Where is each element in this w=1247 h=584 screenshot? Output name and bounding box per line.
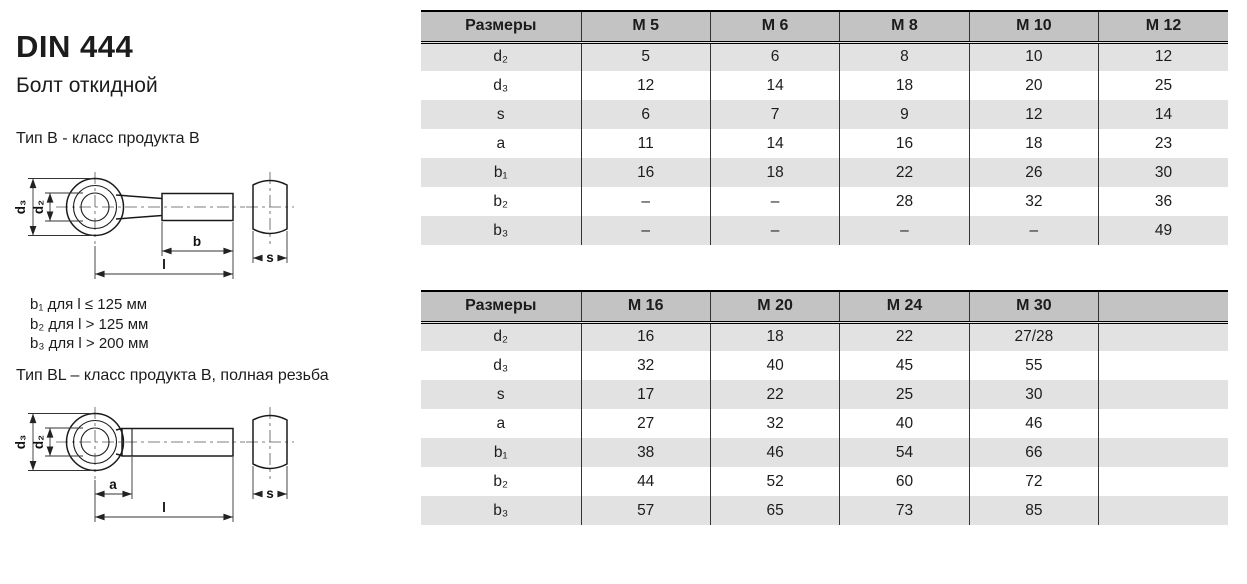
value-cell: [1099, 409, 1228, 438]
row-label: d₂: [493, 48, 509, 66]
value-cell: 18: [840, 71, 969, 100]
s-dimension-label: s: [266, 250, 274, 265]
value-cell: 20: [969, 71, 1098, 100]
value-cell: 55: [969, 351, 1098, 380]
row-label: d₂: [493, 328, 509, 346]
value-cell: 30: [969, 380, 1098, 409]
value-cell: 46: [969, 409, 1098, 438]
header-cell-thread-size: M 5: [581, 11, 710, 42]
header-cell-thread-size: M 16: [581, 291, 710, 322]
value-cell: 8: [840, 42, 969, 71]
value-cell: 18: [710, 158, 839, 187]
note-b3: b₃ для l > 200 мм: [30, 335, 149, 352]
header-cell-thread-size: M 6: [710, 11, 839, 42]
table-row: [421, 380, 1228, 409]
value-cell: 30: [1099, 158, 1228, 187]
d2-dimension-label: d₂: [31, 199, 46, 215]
header-cell-thread-size: M 30: [969, 291, 1098, 322]
value-cell: –: [581, 216, 710, 245]
value-cell: 12: [969, 100, 1098, 129]
row-label: b₁: [493, 443, 508, 461]
row-label: d₃: [493, 356, 509, 374]
value-cell: 25: [1099, 71, 1228, 100]
value-cell: 52: [710, 467, 839, 496]
dimensions-table-m16-m30: [421, 290, 1228, 525]
row-label: b₂: [493, 192, 509, 210]
header-cell-thread-size: M 8: [840, 11, 969, 42]
header-cell-sizes: Размеры: [421, 11, 581, 42]
value-cell: 65: [710, 496, 839, 525]
value-cell: [1099, 438, 1228, 467]
table-row: [421, 129, 1228, 158]
value-cell: 18: [969, 129, 1098, 158]
value-cell: 16: [581, 158, 710, 187]
table-row: [421, 409, 1228, 438]
d3-dimension-label: d₃: [13, 199, 28, 215]
value-cell: 16: [581, 322, 710, 351]
value-cell: 6: [581, 100, 710, 129]
row-label: d₃: [493, 76, 509, 94]
table-row: [421, 322, 1228, 351]
value-cell: 46: [710, 438, 839, 467]
row-label: b₂: [493, 472, 509, 490]
s-dimension-label: s: [266, 486, 274, 501]
value-cell: 57: [581, 496, 710, 525]
dimension-table: [421, 10, 1228, 245]
value-cell: [1099, 496, 1228, 525]
page-title: DIN 444: [16, 28, 134, 64]
l-dimension-label: l: [162, 257, 166, 272]
value-cell: 18: [710, 322, 839, 351]
value-cell: –: [581, 187, 710, 216]
value-cell: 85: [969, 496, 1098, 525]
table-row: [421, 71, 1228, 100]
note-b1: b₁ для l ≤ 125 мм: [30, 296, 148, 313]
table-row: [421, 467, 1228, 496]
dimensions-table-m5-m12: [421, 10, 1228, 245]
table-row: [421, 100, 1228, 129]
d3-dimension-label: d₃: [13, 434, 28, 450]
value-cell: [1099, 467, 1228, 496]
value-cell: 9: [840, 100, 969, 129]
value-cell: 73: [840, 496, 969, 525]
value-cell: 22: [840, 158, 969, 187]
value-cell: 14: [710, 129, 839, 158]
table-row: [421, 216, 1228, 245]
value-cell: 10: [969, 42, 1098, 71]
row-label: a: [496, 134, 506, 152]
table-header-row: [421, 11, 1228, 42]
value-cell: 72: [969, 467, 1098, 496]
product-name: Болт откидной: [16, 74, 158, 97]
note-b2: b₂ для l > 125 мм: [30, 315, 149, 333]
row-label: s: [496, 385, 505, 403]
value-cell: [1099, 380, 1228, 409]
value-cell: 14: [710, 71, 839, 100]
value-cell: [1099, 351, 1228, 380]
a-dimension-label: a: [109, 477, 117, 492]
header-cell-thread-size: M 10: [969, 11, 1098, 42]
type-b-drawing: [0, 160, 330, 290]
type-bl-drawing: [0, 398, 330, 528]
header-cell-thread-size: [1099, 291, 1228, 322]
value-cell: 11: [581, 129, 710, 158]
header-cell-thread-size: M 20: [710, 291, 839, 322]
value-cell: –: [840, 216, 969, 245]
row-label: a: [496, 414, 506, 432]
value-cell: 27/28: [969, 322, 1098, 351]
table-row: [421, 42, 1228, 71]
thread-length-notes: [30, 295, 149, 354]
value-cell: 12: [581, 71, 710, 100]
row-label: b₃: [493, 221, 509, 239]
value-cell: 22: [710, 380, 839, 409]
value-cell: –: [710, 216, 839, 245]
value-cell: 6: [710, 42, 839, 71]
value-cell: 36: [1099, 187, 1228, 216]
value-cell: 27: [581, 409, 710, 438]
value-cell: –: [710, 187, 839, 216]
b-extension-lines: [162, 222, 233, 279]
value-cell: 44: [581, 467, 710, 496]
type-bl-label: Тип BL – класс продукта B, полная резьба: [16, 367, 329, 384]
value-cell: 40: [710, 351, 839, 380]
value-cell: 66: [969, 438, 1098, 467]
table-row: [421, 187, 1228, 216]
value-cell: 26: [969, 158, 1098, 187]
value-cell: 54: [840, 438, 969, 467]
table-header-row: [421, 291, 1228, 322]
row-label: s: [496, 105, 505, 123]
value-cell: [1099, 322, 1228, 351]
b-dimension-label: b: [192, 234, 202, 249]
value-cell: 49: [1099, 216, 1228, 245]
value-cell: 45: [840, 351, 969, 380]
value-cell: 5: [581, 42, 710, 71]
d2-dimension-label: d₂: [31, 434, 46, 450]
table-row: [421, 351, 1228, 380]
header-cell-thread-size: M 24: [840, 291, 969, 322]
header-cell-sizes: Размеры: [421, 291, 581, 322]
value-cell: 23: [1099, 129, 1228, 158]
value-cell: 22: [840, 322, 969, 351]
value-cell: –: [969, 216, 1098, 245]
l-dimension-label: l: [162, 500, 166, 515]
value-cell: 32: [710, 409, 839, 438]
value-cell: 25: [840, 380, 969, 409]
table-row: [421, 438, 1228, 467]
value-cell: 14: [1099, 100, 1228, 129]
table-row: [421, 158, 1228, 187]
header-cell-thread-size: M 12: [1099, 11, 1228, 42]
value-cell: 40: [840, 409, 969, 438]
type-b-label: Тип B - класс продукта B: [16, 130, 200, 147]
value-cell: 16: [840, 129, 969, 158]
value-cell: 17: [581, 380, 710, 409]
value-cell: 60: [840, 467, 969, 496]
value-cell: 28: [840, 187, 969, 216]
value-cell: 7: [710, 100, 839, 129]
table-row: [421, 496, 1228, 525]
value-cell: 12: [1099, 42, 1228, 71]
value-cell: 32: [581, 351, 710, 380]
row-label: b₃: [493, 501, 509, 519]
row-label: b₁: [493, 163, 508, 181]
value-cell: 32: [969, 187, 1098, 216]
dimension-table: [421, 290, 1228, 525]
value-cell: 38: [581, 438, 710, 467]
